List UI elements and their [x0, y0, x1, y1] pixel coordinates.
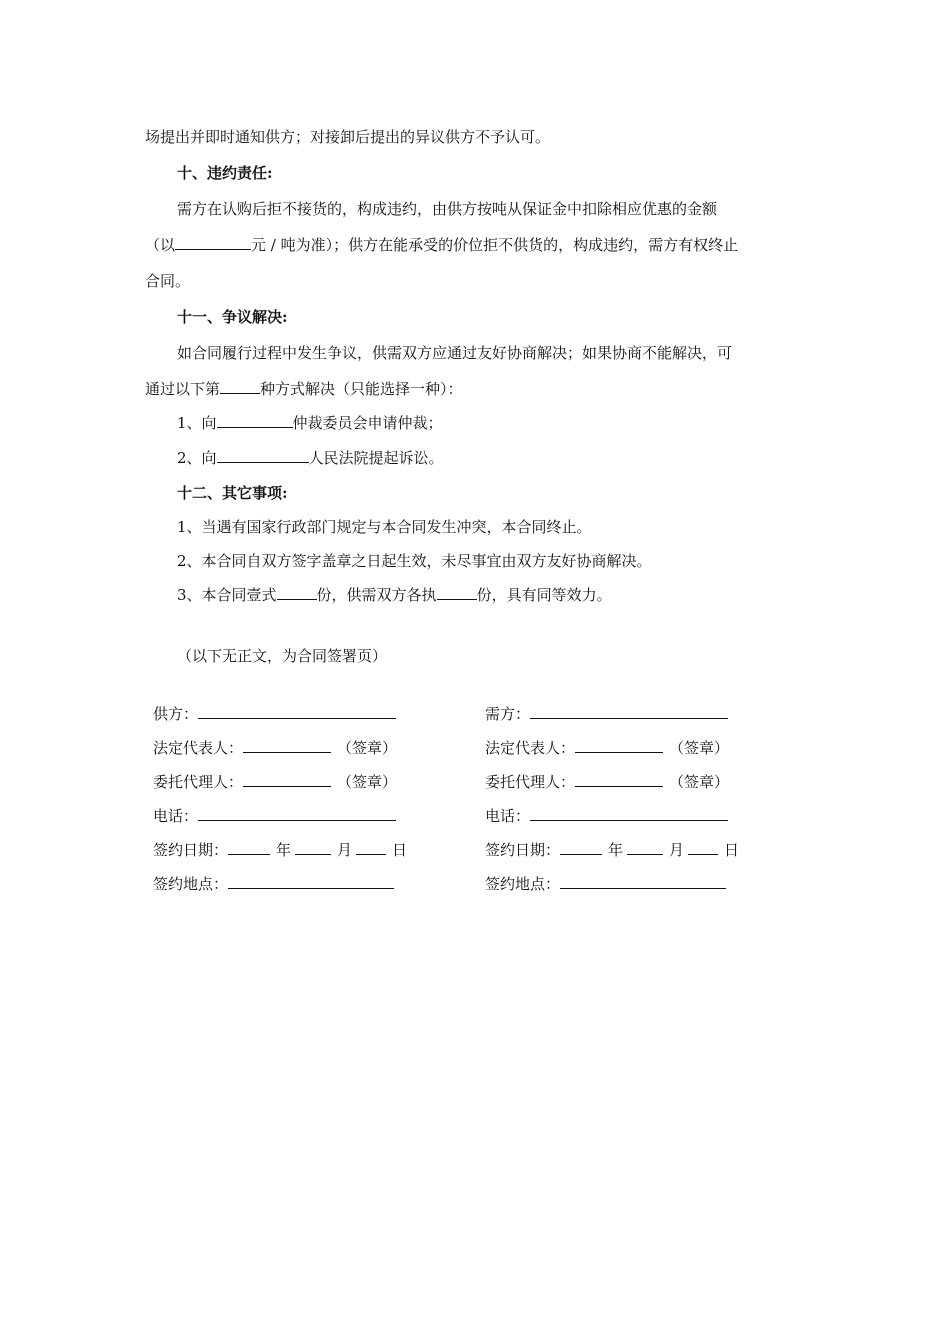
agent-label: 委托代理人： [485, 773, 576, 791]
phone-label: 电话： [153, 807, 199, 825]
supplier-day-field[interactable] [356, 839, 386, 855]
paragraph-text: 需方在认购后拒不接货的，构成违约，由供方按吨从保证金中扣除相应优惠的金额 [177, 200, 718, 218]
section-11-option-1 [177, 412, 443, 434]
court-blank[interactable] [217, 447, 309, 463]
item-text: 份，具有同等效力。 [476, 586, 612, 604]
arbitration-blank[interactable] [217, 412, 293, 428]
day-label: 日 [724, 841, 740, 859]
item-text: 1、当遇有国家行政部门规定与本合同发生冲突，本合同终止。 [177, 518, 592, 536]
supplier-agent-row [153, 771, 397, 793]
buyer-day-field[interactable] [688, 839, 718, 855]
supplier-phone-field[interactable] [198, 805, 396, 821]
supplier-place-field[interactable] [228, 873, 394, 889]
section-12-item-3 [177, 584, 612, 606]
section-12-item-1 [177, 516, 592, 538]
buyer-phone-row [485, 805, 734, 827]
section-12-heading [177, 482, 288, 504]
buyer-phone-field[interactable] [530, 805, 728, 821]
supplier-phone-row [153, 805, 402, 827]
option-text: 人民法院提起诉讼。 [308, 449, 444, 467]
section-11-option-2 [177, 447, 444, 469]
item-text: 3、本合同壹式 [177, 586, 277, 604]
year-label: 年 [276, 841, 292, 859]
legal-rep-label: 法定代表人： [485, 739, 576, 757]
buyer-month-field[interactable] [627, 839, 663, 855]
method-number-blank[interactable] [220, 378, 260, 394]
seal-label: （签章） [669, 773, 730, 791]
copies-blank[interactable] [277, 584, 317, 600]
item-text: 份，供需双方各执 [316, 586, 437, 604]
supplier-legal-rep-row [153, 737, 397, 759]
section-11-line-2 [145, 378, 463, 400]
section-10-line-3 [145, 270, 190, 292]
section-heading-text: 十一、争议解决: [177, 308, 288, 326]
month-label: 月 [669, 841, 685, 859]
option-text: 仲裁委员会申请仲裁； [292, 414, 443, 432]
date-label: 签约日期： [485, 841, 561, 859]
copies-each-blank[interactable] [437, 584, 477, 600]
option-text: 1、向 [177, 414, 217, 432]
section-heading-text: 十二、其它事项: [177, 484, 288, 502]
section-11-heading [177, 306, 288, 328]
buyer-year-field[interactable] [560, 839, 602, 855]
buyer-date-row [485, 839, 739, 861]
agent-label: 委托代理人： [153, 773, 244, 791]
year-label: 年 [608, 841, 624, 859]
date-label: 签约日期： [153, 841, 229, 859]
seal-label: （签章） [337, 739, 398, 757]
section-10-heading [177, 162, 273, 184]
paragraph-text: 种方式解决（只能选择一种）： [260, 380, 463, 398]
no-text-note [177, 645, 387, 667]
section-10-line-1 [177, 198, 717, 220]
supplier-year-field[interactable] [228, 839, 270, 855]
supplier-name-field[interactable] [198, 703, 396, 719]
buyer-place-row [485, 873, 732, 895]
month-label: 月 [337, 841, 353, 859]
supplier-place-row [153, 873, 400, 895]
item-text: 2、本合同自双方签字盖章之日起生效，未尽事宜由双方友好协商解决。 [177, 552, 652, 570]
buyer-agent-row [485, 771, 729, 793]
legal-rep-label: 法定代表人： [153, 739, 244, 757]
seal-label: （签章） [669, 739, 730, 757]
place-label: 签约地点： [485, 875, 561, 893]
buyer-legal-rep-row [485, 737, 729, 759]
supplier-month-field[interactable] [295, 839, 331, 855]
seal-label: （签章） [337, 773, 398, 791]
paragraph-text: 通过以下第 [145, 380, 221, 398]
day-label: 日 [392, 841, 408, 859]
buyer-place-field[interactable] [560, 873, 726, 889]
note-text: （以下无正文，为合同签署页） [177, 647, 388, 665]
phone-label: 电话： [485, 807, 531, 825]
paragraph-text: 场提出并即时通知供方；对接卸后提出的异议供方不予认可。 [145, 128, 551, 146]
paragraph-text: 如合同履行过程中发生争议，供需双方应通过友好协商解决；如果协商不能解决，可 [177, 344, 733, 362]
paragraph-continuation [145, 126, 550, 148]
paragraph-text: 合同。 [145, 272, 191, 290]
place-label: 签约地点： [153, 875, 229, 893]
amount-blank[interactable] [175, 234, 251, 250]
supplier-row [153, 703, 402, 725]
section-10-line-2 [145, 234, 738, 256]
section-12-item-2 [177, 550, 652, 572]
buyer-agent-field[interactable] [575, 771, 663, 787]
buyer-name-field[interactable] [530, 703, 728, 719]
supplier-label: 供方： [153, 705, 199, 723]
supplier-agent-field[interactable] [243, 771, 331, 787]
buyer-legal-rep-field[interactable] [575, 737, 663, 753]
paragraph-text: 元 / 吨为准）；供方在能承受的价位拒不供货的，构成违约，需方有权终止 [251, 236, 739, 254]
supplier-date-row [153, 839, 407, 861]
paragraph-text: （以 [145, 236, 176, 254]
supplier-legal-rep-field[interactable] [243, 737, 331, 753]
option-text: 2、向 [177, 449, 217, 467]
buyer-row [485, 703, 734, 725]
section-heading-text: 十、违约责任: [177, 164, 273, 182]
buyer-label: 需方： [485, 705, 531, 723]
section-11-line-1 [177, 342, 732, 364]
